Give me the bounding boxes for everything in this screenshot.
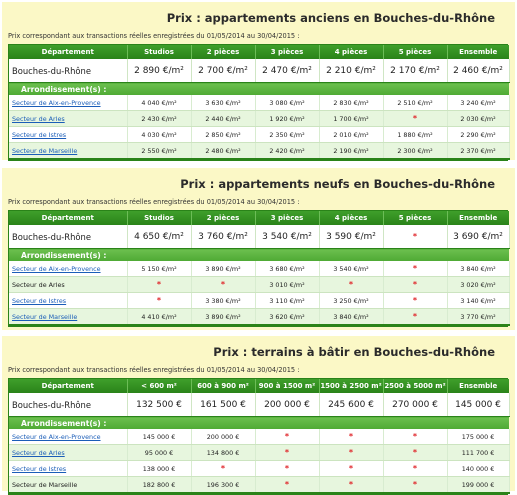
price-value: 2 460 €/m² bbox=[453, 65, 503, 76]
price-cell bbox=[191, 461, 255, 477]
price-value: 2 210 €/m² bbox=[326, 65, 376, 76]
price-cell bbox=[383, 293, 447, 309]
price-cell bbox=[319, 111, 383, 127]
panel-title: Prix : appartements neufs en Bouches-du-Rhône bbox=[180, 177, 495, 191]
no-data-marker: * bbox=[412, 448, 418, 457]
price-cell bbox=[191, 143, 255, 160]
price-cell bbox=[255, 461, 319, 477]
price-cell bbox=[319, 59, 383, 83]
no-data-marker: * bbox=[284, 464, 290, 473]
price-cell bbox=[447, 111, 509, 127]
price-value: 175 000 € bbox=[461, 432, 495, 441]
no-data-marker: * bbox=[412, 114, 418, 123]
price-cell bbox=[191, 293, 255, 309]
price-value: 3 890 €/m² bbox=[205, 264, 241, 273]
price-cell bbox=[191, 59, 255, 83]
sector-link[interactable]: Secteur de Arles bbox=[12, 448, 65, 457]
price-table bbox=[9, 211, 510, 326]
department-row bbox=[9, 225, 509, 249]
department-row bbox=[9, 393, 509, 417]
price-value: 3 140 €/m² bbox=[460, 296, 496, 305]
price-cell bbox=[191, 225, 255, 249]
price-value: 2 850 €/m² bbox=[205, 130, 241, 139]
no-data-marker: * bbox=[156, 296, 162, 305]
sector-link[interactable]: Secteur de Istres bbox=[12, 464, 67, 473]
sector-cell bbox=[9, 429, 127, 445]
price-value: 2 440 €/m² bbox=[205, 114, 241, 123]
price-cell bbox=[127, 225, 191, 249]
price-cell bbox=[319, 309, 383, 326]
table-row bbox=[9, 143, 509, 160]
price-cell bbox=[447, 393, 509, 417]
sector-cell bbox=[9, 95, 127, 111]
price-value: 145 000 € bbox=[455, 399, 501, 410]
price-value: 3 620 €/m² bbox=[269, 312, 305, 321]
price-value: 1 880 €/m² bbox=[397, 130, 433, 139]
price-value: 3 590 €/m² bbox=[326, 231, 376, 242]
header-row bbox=[9, 379, 509, 393]
price-cell bbox=[447, 461, 509, 477]
price-cell bbox=[447, 277, 509, 293]
no-data-marker: * bbox=[412, 480, 418, 489]
no-data-marker: * bbox=[412, 432, 418, 441]
column-header: 4 pièces bbox=[319, 211, 383, 225]
price-cell bbox=[319, 461, 383, 477]
price-cell bbox=[447, 261, 509, 277]
table-row bbox=[9, 261, 509, 277]
table-row bbox=[9, 309, 509, 326]
price-value: 3 010 €/m² bbox=[269, 280, 305, 289]
price-table bbox=[9, 45, 510, 160]
price-value: 4 410 €/m² bbox=[141, 312, 177, 321]
price-cell bbox=[447, 293, 509, 309]
section-row bbox=[9, 417, 509, 430]
price-cell bbox=[319, 277, 383, 293]
column-header: 5 pièces bbox=[383, 211, 447, 225]
price-cell bbox=[127, 309, 191, 326]
sector-link[interactable]: Secteur de Marseille bbox=[12, 146, 78, 155]
price-cell bbox=[191, 127, 255, 143]
price-value: 134 800 € bbox=[206, 448, 240, 457]
no-data-marker: * bbox=[220, 464, 226, 473]
sector-cell bbox=[9, 293, 127, 309]
price-value: 2 370 €/m² bbox=[460, 146, 496, 155]
column-header: Ensemble bbox=[447, 379, 509, 393]
price-cell bbox=[255, 393, 319, 417]
price-value: 95 000 € bbox=[144, 448, 174, 457]
no-data-marker: * bbox=[348, 480, 354, 489]
price-cell bbox=[447, 59, 509, 83]
price-table-wrapper bbox=[8, 44, 508, 161]
price-cell bbox=[255, 59, 319, 83]
no-data-marker: * bbox=[412, 312, 418, 321]
price-cell bbox=[127, 461, 191, 477]
price-value: 3 770 €/m² bbox=[460, 312, 496, 321]
price-value: 1 700 €/m² bbox=[333, 114, 369, 123]
no-data-marker: * bbox=[348, 280, 354, 289]
no-data-marker: * bbox=[412, 464, 418, 473]
price-cell bbox=[127, 429, 191, 445]
price-cell bbox=[319, 143, 383, 160]
price-cell bbox=[447, 95, 509, 111]
price-value: 161 500 € bbox=[200, 399, 246, 410]
price-cell bbox=[191, 309, 255, 326]
sector-cell bbox=[9, 143, 127, 160]
price-value: 270 000 € bbox=[392, 399, 438, 410]
price-value: 2 470 €/m² bbox=[262, 65, 312, 76]
price-cell bbox=[255, 143, 319, 160]
department-name: Bouches-du-Rhône bbox=[9, 393, 127, 417]
price-value: 111 700 € bbox=[461, 448, 495, 457]
price-value: 3 540 €/m² bbox=[333, 264, 369, 273]
section-label: Arrondissement(s) : bbox=[9, 249, 509, 262]
price-cell bbox=[319, 445, 383, 461]
price-value: 2 350 €/m² bbox=[269, 130, 305, 139]
price-cell bbox=[191, 393, 255, 417]
price-cell bbox=[127, 277, 191, 293]
price-cell bbox=[319, 95, 383, 111]
price-value: 132 500 € bbox=[136, 399, 182, 410]
price-value: 138 000 € bbox=[142, 464, 176, 473]
price-value: 2 300 €/m² bbox=[397, 146, 433, 155]
sector-cell bbox=[9, 127, 127, 143]
price-value: 3 240 €/m² bbox=[460, 98, 496, 107]
price-cell bbox=[447, 225, 509, 249]
price-value: 199 000 € bbox=[461, 480, 495, 489]
price-cell bbox=[383, 143, 447, 160]
price-cell bbox=[191, 111, 255, 127]
header-row bbox=[9, 45, 509, 59]
price-value: 3 840 €/m² bbox=[460, 264, 496, 273]
price-cell bbox=[127, 59, 191, 83]
column-header: 3 pièces bbox=[255, 211, 319, 225]
no-data-marker: * bbox=[220, 280, 226, 289]
price-value: 140 000 € bbox=[461, 464, 495, 473]
table-row bbox=[9, 293, 509, 309]
price-cell bbox=[447, 445, 509, 461]
table-row bbox=[9, 461, 509, 477]
price-cell bbox=[383, 309, 447, 326]
sector-cell bbox=[9, 309, 127, 326]
price-value: 2 170 €/m² bbox=[390, 65, 440, 76]
price-value: 2 890 €/m² bbox=[134, 65, 184, 76]
price-cell bbox=[447, 127, 509, 143]
price-cell bbox=[383, 95, 447, 111]
price-cell bbox=[319, 393, 383, 417]
sector-link[interactable]: Secteur de Marseille bbox=[12, 312, 78, 321]
department-name: Bouches-du-Rhône bbox=[9, 225, 127, 249]
price-cell bbox=[383, 393, 447, 417]
price-value: 3 690 €/m² bbox=[453, 231, 503, 242]
price-cell bbox=[383, 445, 447, 461]
header-row bbox=[9, 211, 509, 225]
price-cell bbox=[383, 277, 447, 293]
price-table-wrapper bbox=[8, 210, 508, 327]
column-header: Département bbox=[9, 211, 127, 225]
price-value: 3 380 €/m² bbox=[205, 296, 241, 305]
price-cell bbox=[255, 429, 319, 445]
price-cell bbox=[191, 445, 255, 461]
department-row bbox=[9, 59, 509, 83]
sector-cell bbox=[9, 445, 127, 461]
sector-link[interactable]: Secteur de Istres bbox=[12, 296, 67, 305]
price-table bbox=[9, 379, 510, 494]
price-cell bbox=[383, 429, 447, 445]
price-value: 5 150 €/m² bbox=[141, 264, 177, 273]
price-cell bbox=[255, 225, 319, 249]
price-cell bbox=[383, 59, 447, 83]
column-header: Ensemble bbox=[447, 211, 509, 225]
table-row bbox=[9, 127, 509, 143]
no-data-marker: * bbox=[284, 432, 290, 441]
price-cell bbox=[255, 277, 319, 293]
price-value: 200 000 € bbox=[206, 432, 240, 441]
price-value: 4 040 €/m² bbox=[141, 98, 177, 107]
column-header: 600 à 900 m² bbox=[191, 379, 255, 393]
price-cell bbox=[191, 277, 255, 293]
section-row bbox=[9, 83, 509, 96]
sector-cell bbox=[9, 261, 127, 277]
price-cell bbox=[127, 393, 191, 417]
column-header: Studios bbox=[127, 45, 191, 59]
price-cell bbox=[447, 143, 509, 160]
sector-name: Secteur de Arles bbox=[12, 280, 65, 289]
price-cell bbox=[191, 95, 255, 111]
sector-link[interactable]: Secteur de Aix-en-Provence bbox=[12, 98, 101, 107]
price-value: 3 680 €/m² bbox=[269, 264, 305, 273]
column-header: 2500 à 5000 m² bbox=[383, 379, 447, 393]
period-note: Prix correspondant aux transactions réelles enregistrées du 01/05/2014 au 30/04/2015 : bbox=[8, 366, 300, 374]
panel-title: Prix : appartements anciens en Bouches-du-Rhône bbox=[166, 11, 495, 25]
price-value: 4 650 €/m² bbox=[134, 231, 184, 242]
table-row bbox=[9, 277, 509, 293]
panel-title: Prix : terrains à bâtir en Bouches-du-Rhône bbox=[213, 345, 495, 359]
no-data-marker: * bbox=[284, 448, 290, 457]
table-row bbox=[9, 445, 509, 461]
column-header: 900 à 1500 m² bbox=[255, 379, 319, 393]
price-cell bbox=[383, 225, 447, 249]
no-data-marker: * bbox=[156, 280, 162, 289]
price-value: 2 830 €/m² bbox=[333, 98, 369, 107]
sector-cell bbox=[9, 461, 127, 477]
price-cell bbox=[127, 127, 191, 143]
price-cell bbox=[127, 143, 191, 160]
price-cell bbox=[255, 127, 319, 143]
column-header: Ensemble bbox=[447, 45, 509, 59]
period-note: Prix correspondant aux transactions réelles enregistrées du 01/05/2014 au 30/04/2015 : bbox=[8, 198, 300, 206]
sector-cell bbox=[9, 111, 127, 127]
table-row bbox=[9, 95, 509, 111]
price-cell bbox=[319, 429, 383, 445]
table-row bbox=[9, 111, 509, 127]
no-data-marker: * bbox=[284, 480, 290, 489]
column-header: 2 pièces bbox=[191, 211, 255, 225]
price-value: 3 250 €/m² bbox=[333, 296, 369, 305]
price-cell bbox=[127, 111, 191, 127]
price-cell bbox=[127, 261, 191, 277]
price-value: 3 630 €/m² bbox=[205, 98, 241, 107]
price-cell bbox=[255, 111, 319, 127]
price-value: 3 540 €/m² bbox=[262, 231, 312, 242]
price-cell bbox=[447, 429, 509, 445]
price-cell bbox=[255, 95, 319, 111]
price-value: 2 190 €/m² bbox=[333, 146, 369, 155]
price-value: 1 920 €/m² bbox=[269, 114, 305, 123]
price-cell bbox=[319, 127, 383, 143]
price-value: 2 430 €/m² bbox=[141, 114, 177, 123]
sector-name: Secteur de Marseille bbox=[12, 480, 78, 489]
section-label: Arrondissement(s) : bbox=[9, 417, 509, 430]
price-cell bbox=[319, 293, 383, 309]
price-value: 3 890 €/m² bbox=[205, 312, 241, 321]
sector-link[interactable]: Secteur de Arles bbox=[12, 114, 65, 123]
price-value: 2 290 €/m² bbox=[460, 130, 496, 139]
price-cell bbox=[319, 225, 383, 249]
column-header: 5 pièces bbox=[383, 45, 447, 59]
price-value: 3 840 €/m² bbox=[333, 312, 369, 321]
section-row bbox=[9, 249, 509, 262]
price-cell bbox=[127, 293, 191, 309]
section-label: Arrondissement(s) : bbox=[9, 83, 509, 96]
price-value: 3 110 €/m² bbox=[269, 296, 305, 305]
column-header: < 600 m² bbox=[127, 379, 191, 393]
price-value: 2 480 €/m² bbox=[205, 146, 241, 155]
price-value: 3 080 €/m² bbox=[269, 98, 305, 107]
column-header: Studios bbox=[127, 211, 191, 225]
price-cell bbox=[255, 293, 319, 309]
price-cell bbox=[383, 461, 447, 477]
column-header: 2 pièces bbox=[191, 45, 255, 59]
price-value: 145 000 € bbox=[142, 432, 176, 441]
price-cell bbox=[127, 95, 191, 111]
no-data-marker: * bbox=[348, 448, 354, 457]
panel-appartements-neufs bbox=[2, 168, 515, 330]
table-row bbox=[9, 429, 509, 445]
price-value: 200 000 € bbox=[264, 399, 310, 410]
price-value: 182 800 € bbox=[142, 480, 176, 489]
no-data-marker: * bbox=[412, 280, 418, 289]
no-data-marker: * bbox=[412, 231, 418, 241]
no-data-marker: * bbox=[348, 432, 354, 441]
department-name: Bouches-du-Rhône bbox=[9, 59, 127, 83]
sector-link[interactable]: Secteur de Aix-en-Provence bbox=[12, 432, 101, 441]
price-cell bbox=[191, 429, 255, 445]
price-cell bbox=[447, 309, 509, 326]
column-header: 4 pièces bbox=[319, 45, 383, 59]
price-cell bbox=[383, 111, 447, 127]
sector-cell bbox=[9, 277, 127, 293]
panel-terrains-a-batir bbox=[2, 336, 515, 491]
price-value: 196 300 € bbox=[206, 480, 240, 489]
price-value: 2 420 €/m² bbox=[269, 146, 305, 155]
column-header: 1500 à 2500 m² bbox=[319, 379, 383, 393]
period-note: Prix correspondant aux transactions réelles enregistrées du 01/05/2014 au 30/04/2015 : bbox=[8, 32, 300, 40]
column-header: Département bbox=[9, 45, 127, 59]
price-value: 3 760 €/m² bbox=[198, 231, 248, 242]
price-value: 2 010 €/m² bbox=[333, 130, 369, 139]
price-cell bbox=[255, 445, 319, 461]
price-cell bbox=[319, 261, 383, 277]
price-cell bbox=[127, 445, 191, 461]
price-value: 3 020 €/m² bbox=[460, 280, 496, 289]
column-header: Département bbox=[9, 379, 127, 393]
price-cell bbox=[191, 261, 255, 277]
price-cell bbox=[383, 261, 447, 277]
no-data-marker: * bbox=[412, 296, 418, 305]
price-cell bbox=[255, 309, 319, 326]
no-data-marker: * bbox=[412, 264, 418, 273]
column-header: 3 pièces bbox=[255, 45, 319, 59]
price-value: 2 700 €/m² bbox=[198, 65, 248, 76]
price-cell bbox=[255, 261, 319, 277]
price-value: 245 600 € bbox=[328, 399, 374, 410]
price-value: 4 030 €/m² bbox=[141, 130, 177, 139]
sector-link[interactable]: Secteur de Aix-en-Provence bbox=[12, 264, 101, 273]
no-data-marker: * bbox=[348, 464, 354, 473]
sector-link[interactable]: Secteur de Istres bbox=[12, 130, 67, 139]
price-table-wrapper bbox=[8, 378, 508, 495]
price-value: 2 550 €/m² bbox=[141, 146, 177, 155]
price-value: 2 510 €/m² bbox=[397, 98, 433, 107]
price-value: 2 030 €/m² bbox=[460, 114, 496, 123]
price-cell bbox=[383, 127, 447, 143]
panel-appartements-anciens bbox=[2, 2, 515, 160]
